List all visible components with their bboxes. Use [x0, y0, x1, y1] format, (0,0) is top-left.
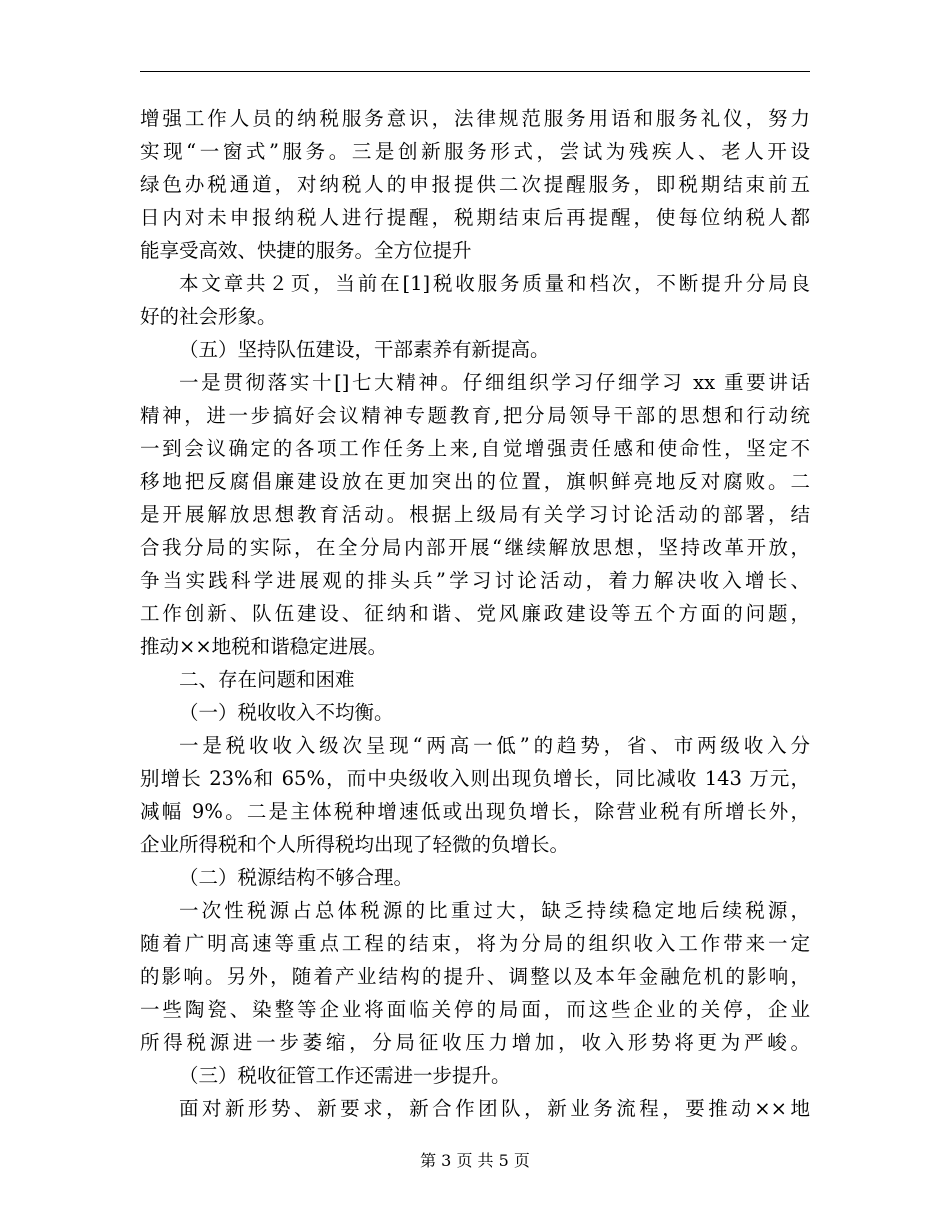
- text-line: （一）税收收入不均衡。: [179, 701, 394, 724]
- text-line: 随着广明高速等重点工程的结束，将为分局的组织收入工作带来一定: [140, 932, 810, 955]
- text-line: 移地把反腐倡廉建设放在更加突出的位置，旗帜鲜亮地反对腐败。二: [140, 470, 810, 493]
- text-line: 绿色办税通道，对纳税人的申报提供二次提醒服务，即税期结束前五: [140, 173, 810, 196]
- text-line: 合我分局的实际，在全分局内部开展“继续解放思想，坚持改革开放，: [140, 536, 810, 559]
- text-line: 实现“一窗式”服务。三是创新服务形式，尝试为残疾人、老人开设: [140, 140, 810, 163]
- text-line: 是开展解放思想教育活动。根据上级局有关学习讨论活动的部署，结: [140, 503, 810, 526]
- text-line: 企业所得税和个人所得税均出现了轻微的负增长。: [140, 833, 570, 856]
- text-line: 能享受高效、快捷的服务。全方位提升: [140, 239, 472, 262]
- text-line: 工作创新、队伍建设、征纳和谐、党风廉政建设等五个方面的问题，: [140, 602, 810, 625]
- text-line: 增强工作人员的纳税服务意识，法律规范服务用语和服务礼仪，努力: [140, 107, 810, 130]
- text-line: （三）税收征管工作还需进一步提升。: [179, 1064, 511, 1087]
- text-line: 一到会议确定的各项工作任务上来,自觉增强责任感和使命性，坚定不: [140, 437, 810, 460]
- text-line: 别增长 23%和 65%，而中央级收入则出现负增长，同比减收 143 万元，: [140, 767, 810, 790]
- text-line: 一是税收收入级次呈现“两高一低”的趋势，省、市两级收入分: [179, 734, 810, 757]
- header-rule: [140, 71, 810, 72]
- text-line: （二）税源结构不够合理。: [179, 866, 414, 889]
- text-line: 面对新形势、新要求，新合作团队，新业务流程，要推动××地: [179, 1097, 810, 1120]
- text-line: 减幅 9%。二是主体税种增速低或出现负增长，除营业税有所增长外，: [140, 800, 810, 823]
- text-line: 好的社会形象。: [140, 305, 277, 328]
- text-line: 推动××地税和谐稳定进展。: [140, 635, 388, 658]
- text-line: （五）坚持队伍建设，干部素养有新提高。: [179, 338, 550, 361]
- text-line: 精神，进一步搞好会议精神专题教育,把分局领导干部的思想和行动统: [140, 404, 810, 427]
- text-line: 日内对未申报纳税人进行提醒，税期结束后再提醒，使每位纳税人都: [140, 206, 810, 229]
- text-line: 所得税源进一步萎缩，分局征收压力增加，收入形势将更为严峻。: [140, 1031, 810, 1054]
- text-line: 二、存在问题和困难: [179, 668, 355, 691]
- text-line: 争当实践科学进展观的排头兵”学习讨论活动，着力解决收入增长、: [140, 569, 810, 592]
- text-line: 一些陶瓷、染整等企业将面临关停的局面，而这些企业的关停，企业: [140, 998, 810, 1021]
- text-line: 一次性税源占总体税源的比重过大，缺乏持续稳定地后续税源，: [179, 899, 810, 922]
- text-line: 本文章共２页，当前在[1]税收服务质量和档次，不断提升分局良: [179, 272, 810, 295]
- document-body: [140, 102, 810, 1125]
- text-line: 一是贯彻落实十[]七大精神。仔细组织学习仔细学习 xx 重要讲话: [179, 371, 810, 394]
- page-footer: 第 3 页 共 5 页: [420, 1151, 530, 1170]
- text-line: 的影响。另外，随着产业结构的提升、调整以及本年金融危机的影响，: [140, 965, 810, 988]
